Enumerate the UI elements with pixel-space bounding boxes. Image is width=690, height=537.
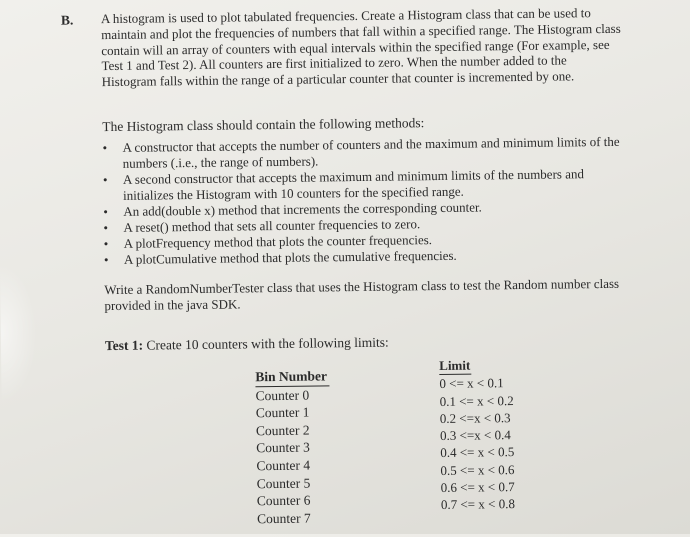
test1-text: Create 10 counters with the following limits: <box>142 334 389 353</box>
bin-cell: Counter 1 <box>255 404 310 421</box>
method-item: • A reset() method that sets all counter frequencies to zero. <box>103 214 623 236</box>
limit-cell: 0 <= x < 0.1 <box>439 375 504 392</box>
method-item: • A constructor that accepts the number of counters and the maximum and minimum limits of the numbers (.i.e., the range of numbers). <box>102 134 622 172</box>
limit-header: Limit <box>439 357 471 376</box>
bin-cell: Counter 5 <box>256 475 311 491</box>
tester-paragraph: Write a RandomNumberTester class that uses the Histogram class to test the Random number class provided in the java SDK. <box>104 275 620 313</box>
bin-cell: Counter 6 <box>256 492 311 509</box>
methods-heading: The Histogram class should contain the following methods: <box>102 115 425 135</box>
methods-list <box>102 134 624 268</box>
limit-cell: 0.4 <= x < 0.5 <box>440 444 515 461</box>
bin-number-column <box>255 367 331 527</box>
method-item: • A plotFrequency method that plots the counter frequencies. <box>104 230 624 252</box>
paper-crease <box>0 263 38 403</box>
bin-cell: Counter 3 <box>256 439 310 456</box>
bin-cell: Counter 2 <box>255 422 310 439</box>
method-item: • A second constructor that accepts the maximum and minimum limits of the numbers and initializes the Histogram with 10 counters for the specified range. <box>103 166 623 204</box>
bin-cell: Counter 4 <box>256 457 311 474</box>
test1-label: Test 1: <box>104 337 144 354</box>
limit-column <box>439 356 515 514</box>
intro-paragraph: A histogram is used to plot tabulated frequencies. Create a Histogram class that can be used to maintain and plot the frequencies of numbers that fall within a specified range. The Histogram class contain will an array of counters with equal intervals within the specified range (For example, see Test 1 and Test 2). All counters are first initialized to zero. When the number added to the Histogram falls within the range of a particular counter that counter is incremented by one. <box>100 5 621 90</box>
limit-cell: 0.1 <= x < 0.2 <box>439 392 514 409</box>
method-item: • A plotCumulative method that plots the cumulative frequencies. <box>104 246 624 268</box>
method-item: • An add(double x) method that increments the corresponding counter. <box>103 198 623 220</box>
limit-cell: 0.6 <= x < 0.7 <box>440 479 515 496</box>
bin-number-header: Bin Number <box>255 367 329 386</box>
limit-cell: 0.2 <=x < 0.3 <box>439 410 511 426</box>
section-label: B. <box>60 12 74 28</box>
bin-cell: Counter 7 <box>256 510 311 526</box>
limit-cell: 0.7 <= x < 0.8 <box>440 496 516 513</box>
limit-cell: 0.5 <= x < 0.6 <box>440 461 515 478</box>
bin-cell: Counter 0 <box>255 387 310 403</box>
limit-cell: 0.3 <=x < 0.4 <box>439 427 511 444</box>
test1-line <box>105 335 389 354</box>
